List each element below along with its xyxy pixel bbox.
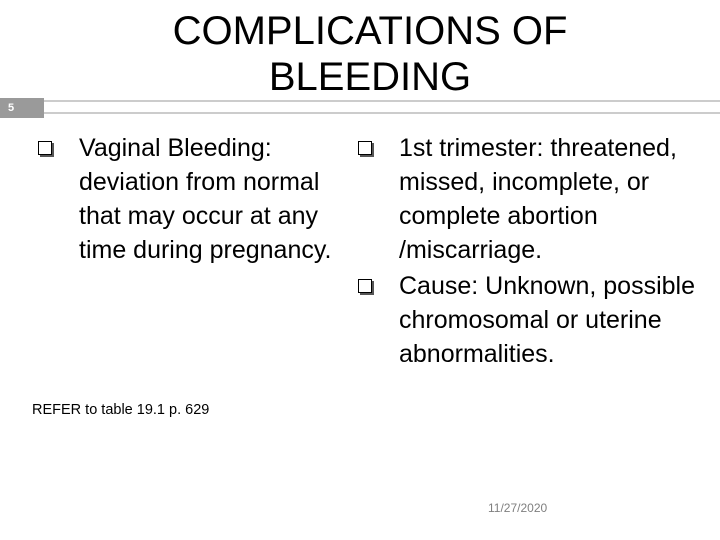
slide-number: 5 (0, 98, 44, 118)
square-bullet-icon (38, 141, 52, 155)
slide-title-line-1: COMPLICATIONS OF (172, 9, 568, 53)
bullet-text: 1st trimester: threatened, missed, incomplete, or complete abortion /miscarriage. (399, 134, 677, 264)
left-bullet-list (38, 131, 338, 269)
list-item (38, 131, 338, 267)
square-bullet-icon (358, 279, 372, 293)
square-bullet-icon (358, 141, 372, 155)
header-divider (44, 100, 720, 114)
reference-note: REFER to table 19.1 p. 629 (32, 402, 210, 418)
slide-title (100, 8, 640, 100)
list-item (358, 131, 698, 267)
right-bullet-list (358, 131, 698, 373)
footer-date: 11/27/2020 (488, 501, 548, 515)
bullet-text: Vaginal Bleeding: deviation from normal that may occur at any time during pregnancy. (79, 134, 332, 264)
slide-title-line-2: BLEEDING (268, 55, 472, 99)
bullet-text: Cause: Unknown, possible chromosomal or uterine abnormalities. (399, 272, 695, 368)
list-item (358, 269, 698, 371)
